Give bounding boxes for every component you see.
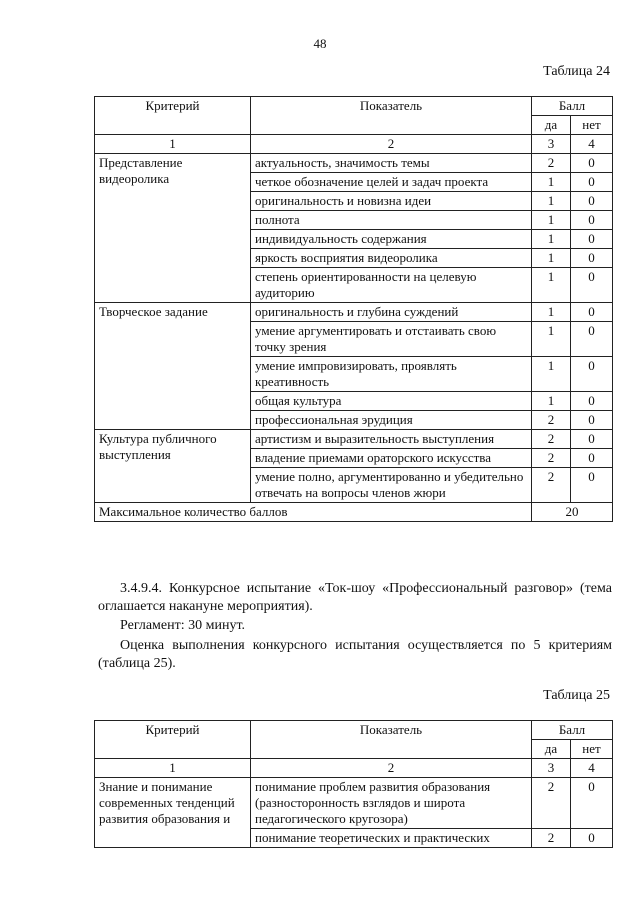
- column-number: 1: [95, 135, 251, 154]
- criterion-cell: Культура публичного выступления: [95, 430, 251, 503]
- score-no-cell: 0: [571, 154, 613, 173]
- indicator-cell: полнота: [251, 211, 532, 230]
- score-yes-cell: 2: [532, 411, 571, 430]
- table-row: [95, 154, 613, 173]
- score-no-cell: 0: [571, 829, 613, 848]
- column-number-row: [95, 759, 613, 778]
- indicator-cell: общая культура: [251, 392, 532, 411]
- header-no: нет: [571, 740, 613, 759]
- column-number: 4: [571, 759, 613, 778]
- header-yes: да: [532, 116, 571, 135]
- criterion-cell: Творческое задание: [95, 303, 251, 430]
- score-yes-cell: 2: [532, 829, 571, 848]
- paragraph-regulation: Регламент: 30 минут.: [120, 618, 246, 633]
- column-number: 4: [571, 135, 613, 154]
- header-indicator: Показатель: [251, 721, 532, 759]
- total-row: [95, 503, 613, 522]
- page-number: 48: [313, 36, 327, 51]
- total-label: Максимальное количество баллов: [95, 503, 532, 522]
- header-no: нет: [571, 116, 613, 135]
- header-criterion: Критерий: [95, 721, 251, 759]
- header-score: Балл: [532, 721, 613, 740]
- score-yes-cell: 1: [532, 268, 571, 303]
- table-row: [95, 430, 613, 449]
- score-no-cell: 0: [571, 468, 613, 503]
- score-no-cell: 0: [571, 357, 613, 392]
- indicator-cell: актуальность, значимость темы: [251, 154, 532, 173]
- header-row: [95, 721, 613, 740]
- table-row: [95, 778, 613, 829]
- indicator-cell: умение импровизировать, проявлять креативность: [251, 357, 532, 392]
- score-no-cell: 0: [571, 173, 613, 192]
- table-25: [94, 720, 613, 848]
- score-yes-cell: 1: [532, 392, 571, 411]
- score-no-cell: 0: [571, 268, 613, 303]
- indicator-cell: четкое обозначение целей и задач проекта: [251, 173, 532, 192]
- score-no-cell: 0: [571, 192, 613, 211]
- column-number: 1: [95, 759, 251, 778]
- header-row: [95, 97, 613, 116]
- column-number-row: [95, 135, 613, 154]
- indicator-cell: умение полно, аргументированно и убедительно отвечать на вопросы членов жюри: [251, 468, 532, 503]
- score-yes-cell: 1: [532, 173, 571, 192]
- score-yes-cell: 1: [532, 211, 571, 230]
- score-yes-cell: 2: [532, 449, 571, 468]
- indicator-cell: оригинальность и глубина суждений: [251, 303, 532, 322]
- column-number: 2: [251, 135, 532, 154]
- score-yes-cell: 1: [532, 192, 571, 211]
- score-no-cell: 0: [571, 230, 613, 249]
- score-no-cell: 0: [571, 249, 613, 268]
- score-yes-cell: 1: [532, 230, 571, 249]
- score-yes-cell: 2: [532, 468, 571, 503]
- paragraph-evaluation: Оценка выполнения конкурсного испытания осуществляется по 5 критериям (таблица 25).: [98, 638, 612, 671]
- header-yes: да: [532, 740, 571, 759]
- criterion-cell: Знание и понимание современных тенденций развития образования и: [95, 778, 251, 848]
- indicator-cell: умение аргументировать и отстаивать свою точку зрения: [251, 322, 532, 357]
- criterion-cell: Представление видеоролика: [95, 154, 251, 303]
- indicator-cell: оригинальность и новизна идеи: [251, 192, 532, 211]
- score-no-cell: 0: [571, 411, 613, 430]
- indicator-cell: степень ориентированности на целевую аудиторию: [251, 268, 532, 303]
- indicator-cell: профессиональная эрудиция: [251, 411, 532, 430]
- score-no-cell: 0: [571, 449, 613, 468]
- score-no-cell: 0: [571, 392, 613, 411]
- score-yes-cell: 2: [532, 430, 571, 449]
- table25-caption: Таблица 25: [543, 688, 610, 703]
- indicator-cell: понимание теоретических и практических: [251, 829, 532, 848]
- indicator-cell: артистизм и выразительность выступления: [251, 430, 532, 449]
- indicator-cell: владение приемами ораторского искусства: [251, 449, 532, 468]
- score-yes-cell: 1: [532, 249, 571, 268]
- score-yes-cell: 2: [532, 154, 571, 173]
- score-no-cell: 0: [571, 322, 613, 357]
- header-indicator: Показатель: [251, 97, 532, 135]
- table-24: [94, 96, 613, 522]
- column-number: 2: [251, 759, 532, 778]
- score-yes-cell: 2: [532, 778, 571, 829]
- column-number: 3: [532, 759, 571, 778]
- header-score: Балл: [532, 97, 613, 116]
- indicator-cell: индивидуальность содержания: [251, 230, 532, 249]
- indicator-cell: яркость восприятия видеоролика: [251, 249, 532, 268]
- score-no-cell: 0: [571, 211, 613, 230]
- column-number: 3: [532, 135, 571, 154]
- score-no-cell: 0: [571, 303, 613, 322]
- score-no-cell: 0: [571, 778, 613, 829]
- score-yes-cell: 1: [532, 322, 571, 357]
- indicator-cell: понимание проблем развития образования (разносторонность взглядов и широта педагогического кругозора): [251, 778, 532, 829]
- total-value: 20: [532, 503, 613, 522]
- header-criterion: Критерий: [95, 97, 251, 135]
- paragraph-contest-title: 3.4.9.4. Конкурсное испытание «Ток-шоу «Профессиональный разговор» (тема оглашается накануне мероприятия).: [98, 581, 612, 614]
- table-row: [95, 303, 613, 322]
- score-no-cell: 0: [571, 430, 613, 449]
- table24-caption: Таблица 24: [543, 64, 610, 79]
- score-yes-cell: 1: [532, 303, 571, 322]
- score-yes-cell: 1: [532, 357, 571, 392]
